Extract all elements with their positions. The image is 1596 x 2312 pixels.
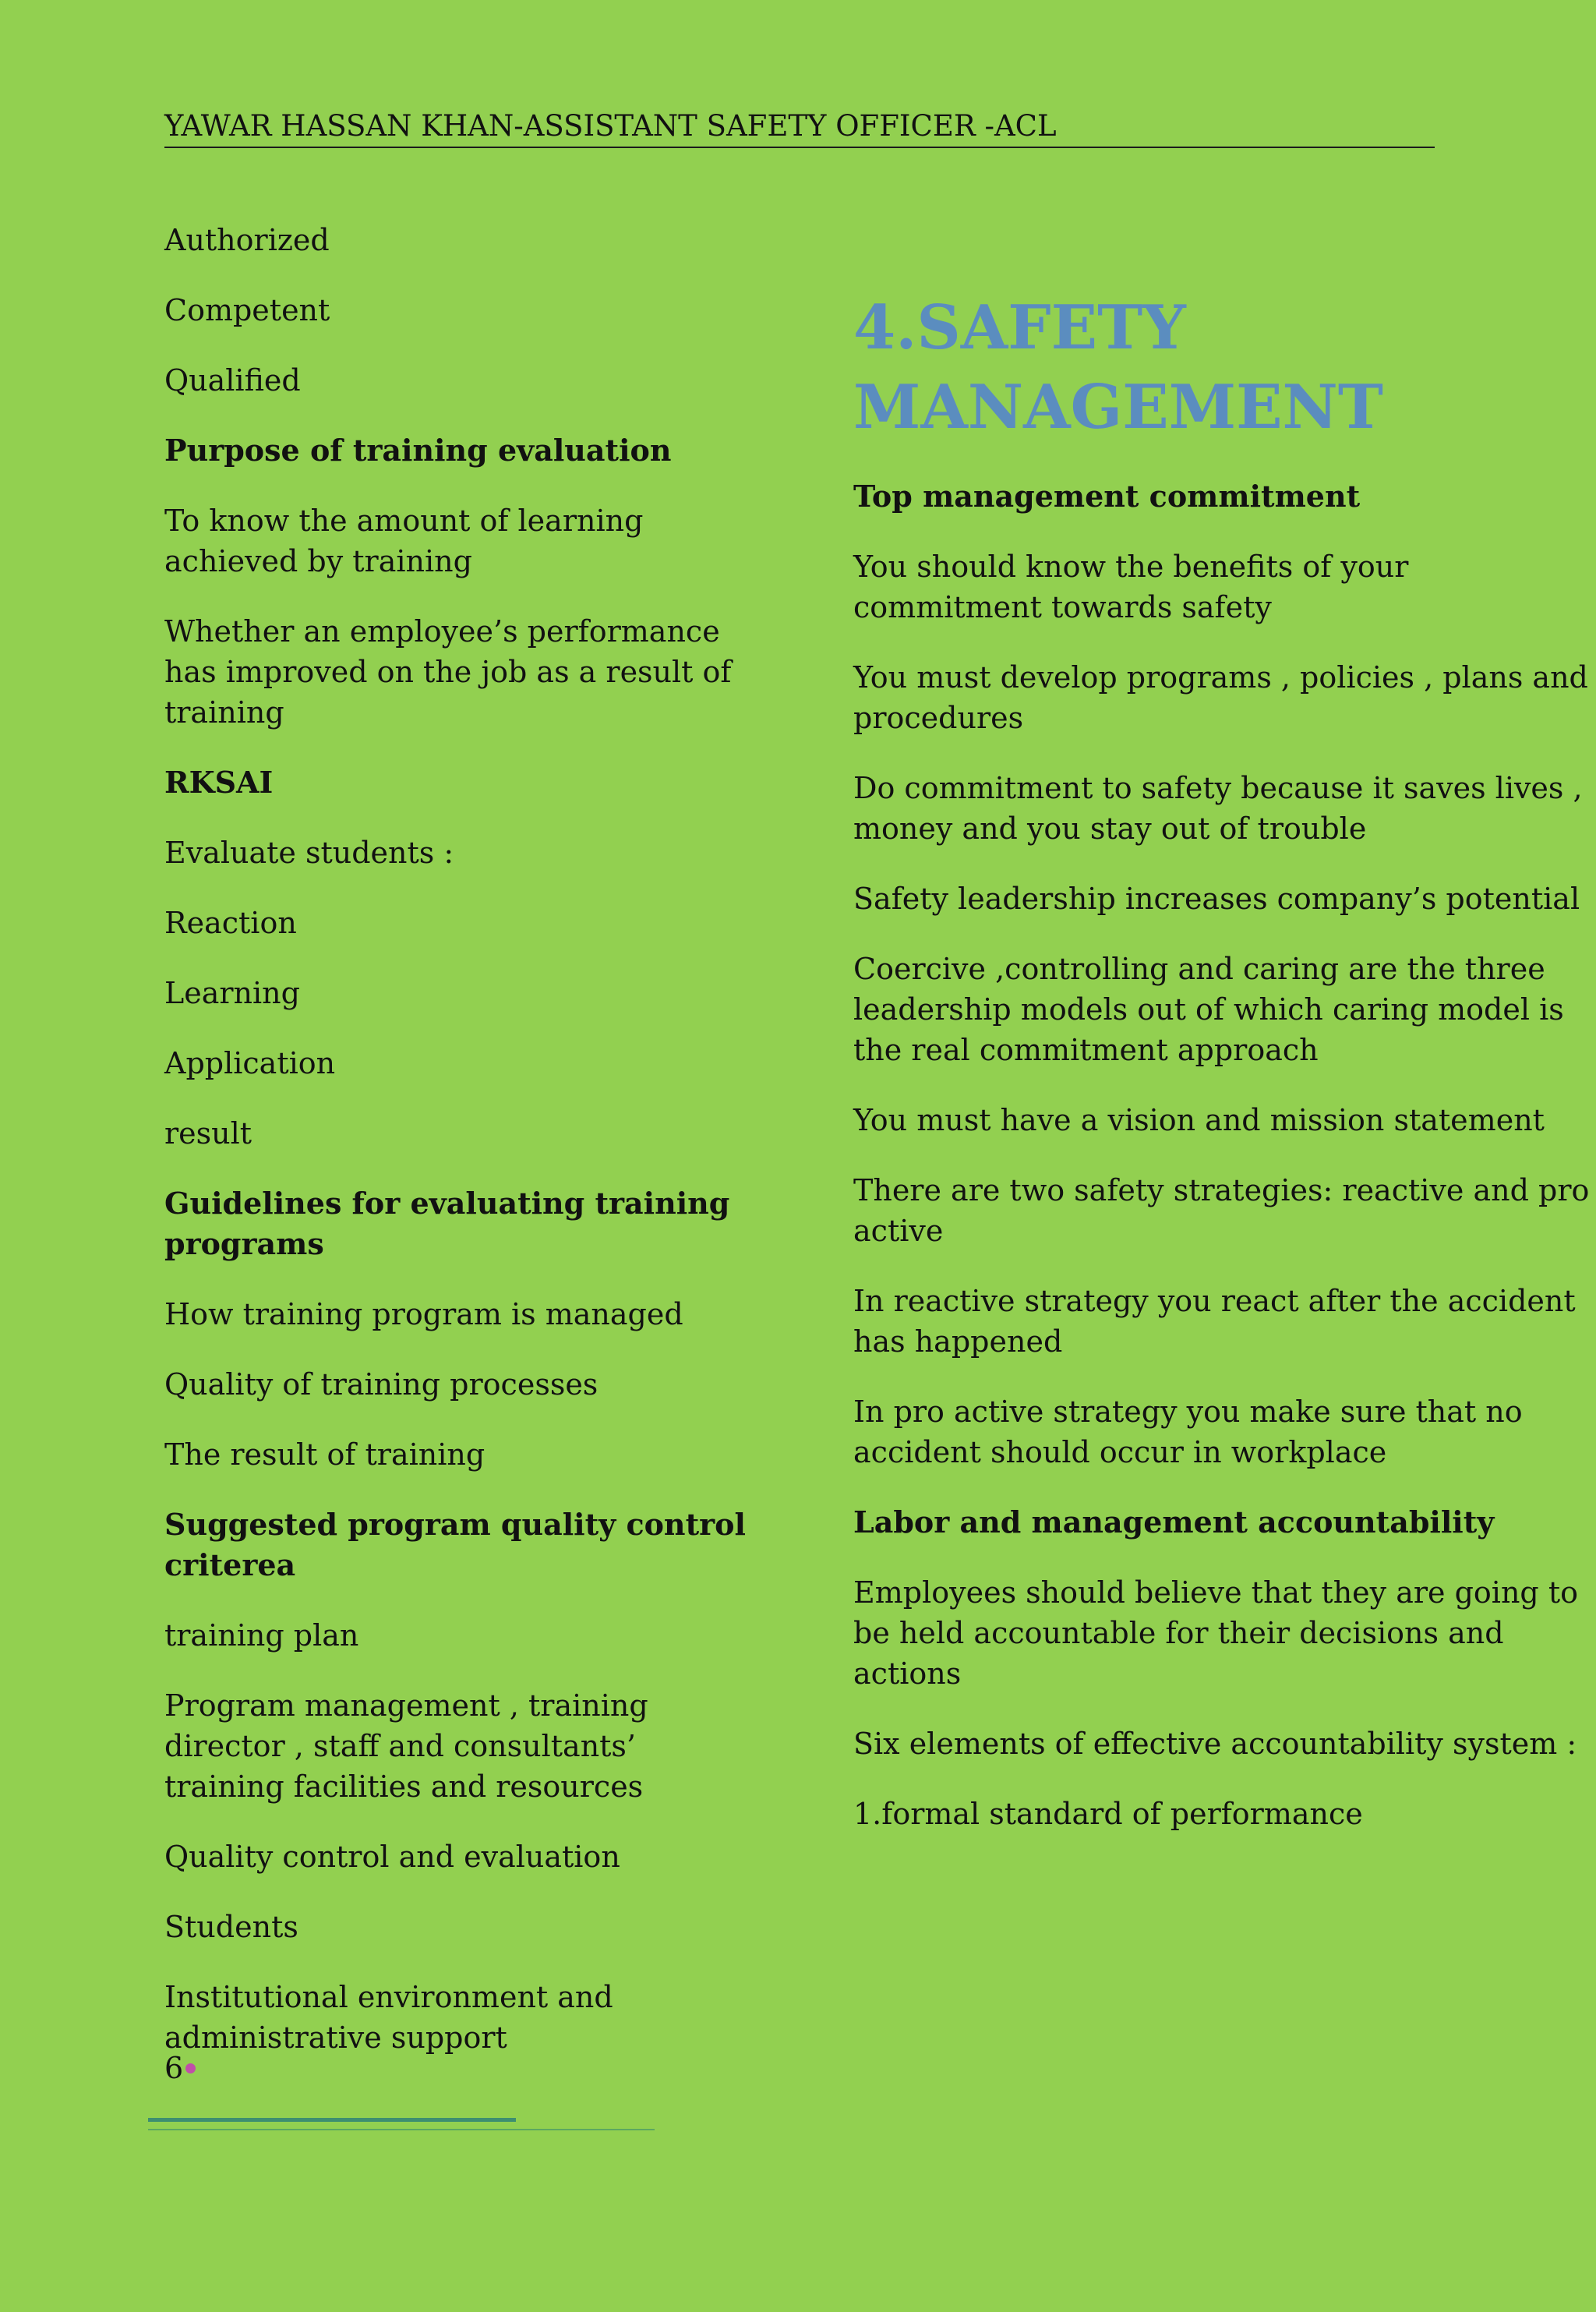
paragraph: How training program is managed <box>164 1297 683 1331</box>
paragraph: Institutional environment and administrative support <box>164 1980 613 2055</box>
paragraph: Learning <box>164 976 300 1010</box>
paragraph: training plan <box>164 1618 359 1653</box>
section-heading: Suggested program quality control criterea <box>164 1507 746 1582</box>
paragraph: In pro active strategy you make sure that no accident should occur in workplace <box>853 1395 1523 1469</box>
paragraph: Evaluate students : <box>164 836 454 870</box>
paragraph: To know the amount of learning achieved by training <box>164 504 644 578</box>
paragraph: In reactive strategy you react after the accident has happened <box>853 1284 1576 1359</box>
paragraph: Application <box>164 1046 336 1080</box>
right-column <box>853 476 1596 1864</box>
footer-rule-thick <box>148 2118 516 2122</box>
paragraph: Competent <box>164 293 330 327</box>
section-heading: RKSAI <box>164 765 274 800</box>
paragraph: Reaction <box>164 906 297 940</box>
paragraph: Coercive ,controlling and caring are the three leadership models out of which caring model is the real commitment approach <box>853 952 1564 1067</box>
paragraph: You should know the benefits of your commitment towards safety <box>853 550 1409 624</box>
left-column <box>164 220 757 2088</box>
paragraph: There are two safety strategies: reactive and pro active <box>853 1173 1590 1248</box>
footer-rule-thin <box>148 2129 655 2130</box>
paragraph: Quality control and evaluation <box>164 1840 620 1874</box>
paragraph: Students <box>164 1910 298 1944</box>
section-heading: Guidelines for evaluating training programs <box>164 1186 730 1261</box>
paragraph: Do commitment to safety because it saves lives , money and you stay out of trouble <box>853 771 1583 846</box>
page-header: YAWAR HASSAN KHAN-ASSISTANT SAFETY OFFICER -ACL <box>164 108 1435 148</box>
page-number-text: 6 <box>164 2051 184 2085</box>
section-heading: Labor and management accountability <box>853 1504 1495 1540</box>
paragraph: 1.formal standard of performance <box>853 1797 1363 1831</box>
paragraph: Whether an employee’s performance has improved on the job as a result of training <box>164 614 732 730</box>
paragraph: Six elements of effective accountability system : <box>853 1727 1577 1761</box>
paragraph: Quality of training processes <box>164 1367 598 1402</box>
paragraph: Authorized <box>164 223 330 257</box>
paragraph: The result of training <box>164 1437 486 1472</box>
paragraph: Qualified <box>164 363 301 398</box>
section-heading: Purpose of training evaluation <box>164 433 672 468</box>
page-dot-icon <box>185 2063 196 2073</box>
paragraph: You must develop programs , policies , plans and procedures <box>853 660 1588 735</box>
section-heading: Top management commitment <box>853 479 1361 514</box>
section-title: 4.SAFETY MANAGEMENT <box>853 292 1383 443</box>
paragraph: Program management , training director , staff and consultants’ training facilities and resources <box>164 1688 648 1804</box>
page-number <box>164 2048 196 2088</box>
paragraph: result <box>164 1116 252 1151</box>
paragraph: You must have a vision and mission statement <box>853 1103 1545 1137</box>
paragraph: Employees should believe that they are going to be held accountable for their decisions and actions <box>853 1575 1578 1691</box>
paragraph: Safety leadership increases company’s potential <box>853 882 1580 916</box>
